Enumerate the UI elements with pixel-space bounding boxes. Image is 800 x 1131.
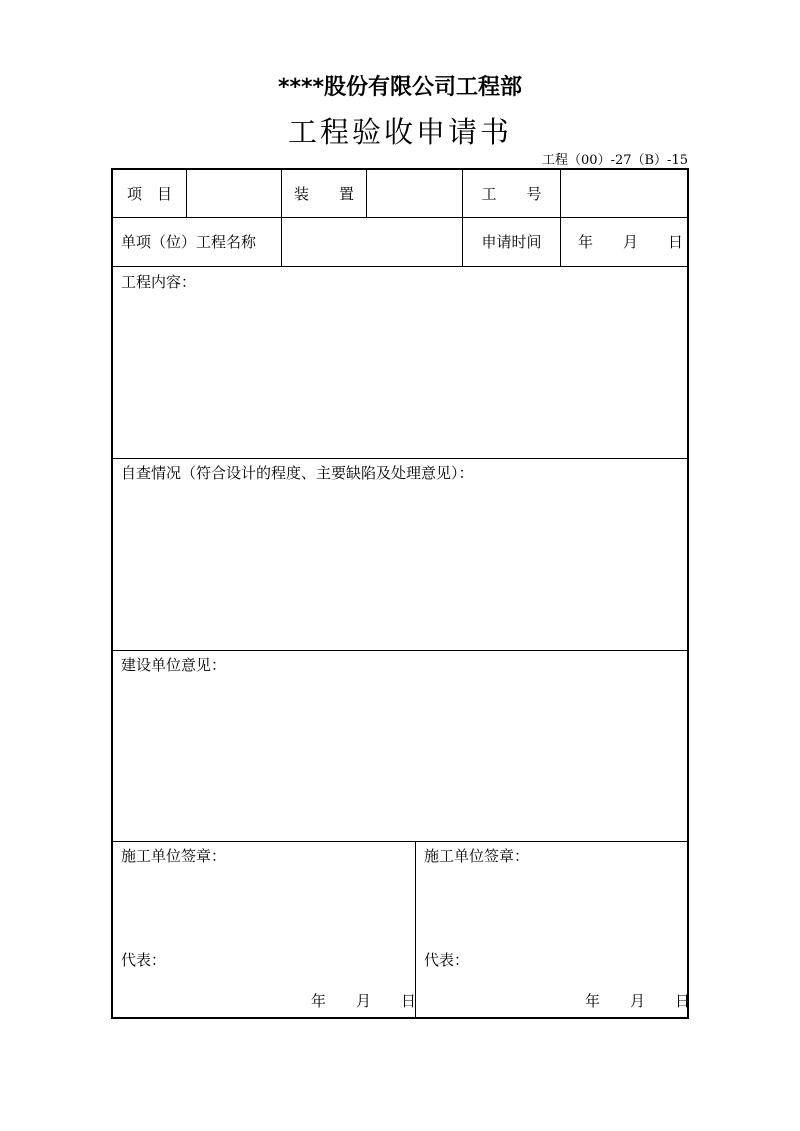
- right-signature-date: 年 月 日: [585, 992, 691, 1010]
- device-label: 装 置: [293, 185, 354, 203]
- left-representative-label: 代表：: [121, 951, 167, 969]
- right-contractor-seal-label: 施工单位签章：: [424, 847, 530, 865]
- project-field[interactable]: [187, 170, 281, 217]
- apply-time-date[interactable]: 年 月 日: [577, 233, 683, 251]
- left-contractor-seal-label: 施工单位签章：: [121, 847, 227, 865]
- apply-time-label: 申请时间: [481, 233, 542, 251]
- form-code: 工程（00）-27（B）-15: [542, 153, 688, 168]
- job-number-label: 工 号: [481, 185, 542, 203]
- row-divider: [113, 650, 687, 651]
- unit-project-name-label: 单项（位）工程名称: [121, 233, 257, 251]
- unit-project-name-field[interactable]: [282, 217, 462, 266]
- row-divider: [113, 458, 687, 459]
- company-name: ****股份有限公司工程部: [277, 75, 523, 100]
- acceptance-form-table: [111, 168, 689, 1019]
- project-label: 项 目: [126, 185, 172, 203]
- document-title: 工程验收申请书: [287, 115, 512, 149]
- left-signature-date: 年 月 日: [311, 992, 417, 1010]
- owner-opinion-label: 建设单位意见：: [121, 656, 227, 674]
- project-content-label: 工程内容：: [121, 273, 197, 291]
- right-representative-label: 代表：: [424, 951, 470, 969]
- row-divider: [113, 841, 687, 842]
- job-number-field[interactable]: [561, 170, 687, 217]
- self-check-label: 自查情况（符合设计的程度、主要缺陷及处理意见）：: [121, 464, 474, 482]
- device-field[interactable]: [367, 170, 462, 217]
- row-divider: [113, 266, 687, 267]
